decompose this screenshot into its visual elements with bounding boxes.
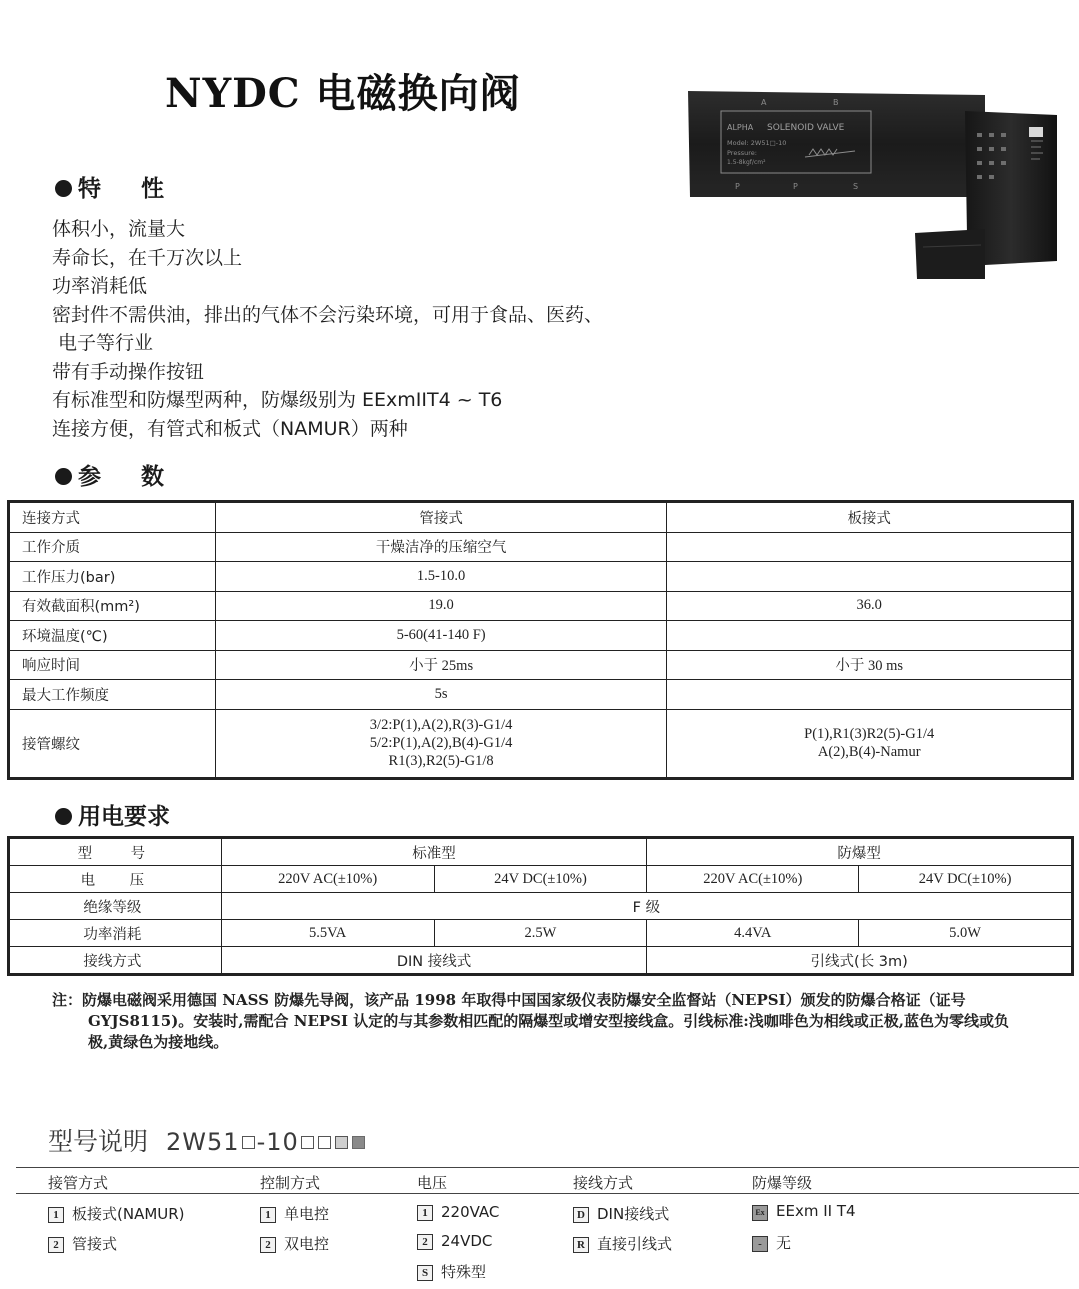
feature-item: 体积小，流量大	[52, 218, 186, 240]
param-label: 接管螺纹	[10, 709, 216, 777]
bullet-dot-icon	[55, 180, 72, 197]
label-pressure-value: 1.5-8kgf/cm²	[727, 159, 766, 166]
consumption-value: 5.0W	[859, 920, 1072, 947]
code-slot-box	[318, 1136, 331, 1149]
param-label: 环境温度(℃)	[10, 621, 216, 651]
port-b-label: B	[833, 98, 839, 107]
voltage-value: 24V DC(±10%)	[434, 866, 647, 893]
model-option: 1 220VAC	[417, 1203, 499, 1221]
key-box: 2	[260, 1237, 276, 1253]
wiring-value: DIN 接线式	[221, 947, 647, 974]
voltage-value: 220V AC(±10%)	[647, 866, 859, 893]
param-pipe-value: 1.5-10.0	[215, 562, 667, 592]
power-heading: 用电要求	[55, 798, 170, 831]
code-slot-box	[335, 1136, 348, 1149]
key-box: 2	[48, 1237, 64, 1253]
key-box: D	[573, 1207, 589, 1223]
key-box: Ex	[752, 1205, 768, 1221]
table-row	[10, 562, 1072, 592]
power-label: 接线方式	[10, 947, 222, 974]
feature-item: 密封件不需供油，排出的气体不会污染环境，可用于食品、医药、	[52, 303, 604, 326]
consumption-value: 2.5W	[434, 920, 647, 947]
port-p-label: P	[735, 182, 740, 191]
thread-pipe-value	[215, 709, 667, 777]
table-row	[10, 591, 1072, 621]
insulation-value: F 级	[221, 893, 1071, 920]
product-image	[685, 85, 1075, 280]
thread-line: P(1),R1(3)R2(5)-G1/4	[804, 726, 935, 742]
thread-line: R1(3),R2(5)-G1/8	[388, 753, 494, 769]
table-row	[10, 947, 1072, 974]
code-slot-box	[242, 1136, 255, 1149]
param-plate-value	[667, 562, 1072, 592]
param-plate-value: 板接式	[667, 503, 1072, 533]
col-explosion-heading: 防爆等级	[752, 1174, 813, 1192]
key-box: 1	[48, 1207, 64, 1223]
feature-item: 功率消耗低	[52, 275, 148, 297]
table-row	[10, 503, 1072, 533]
param-plate-value: 小于 30 ms	[667, 650, 1072, 680]
key-box: S	[417, 1265, 433, 1281]
col-control-heading: 控制方式	[260, 1174, 321, 1192]
param-pipe-value: 小于 25ms	[215, 650, 667, 680]
key-box: 1	[417, 1205, 433, 1221]
note-line: GYJS8115)。安装时,需配合 NEPSI 认定的与其参数相匹配的隔爆型或增安型接线盒。引线标准:浅咖啡色为相线或正极,蓝色为零线或负	[88, 1012, 1009, 1030]
model-heading	[48, 1122, 367, 1158]
model-option: 1 单电控	[260, 1203, 329, 1224]
explosion-type-header: 防爆型	[647, 839, 1072, 866]
thread-line: 3/2:P(1),A(2),R(3)-G1/4	[369, 717, 513, 733]
features-list	[52, 215, 603, 443]
note-line: 极,黄绿色为接地线。	[88, 1033, 229, 1051]
note-paragraph	[52, 990, 1074, 1053]
param-plate-value	[667, 621, 1072, 651]
table-row	[10, 893, 1072, 920]
voltage-value: 220V AC(±10%)	[221, 866, 434, 893]
label-name: SOLENOID VALVE	[767, 123, 845, 133]
param-pipe-value: 5s	[215, 680, 667, 710]
key-box: -	[752, 1236, 768, 1252]
model-option: S 特殊型	[417, 1261, 486, 1282]
feature-item: 电子等行业	[52, 332, 154, 354]
table-row	[10, 680, 1072, 710]
param-pipe-value: 19.0	[215, 591, 667, 621]
wiring-value: 引线式(长 3m)	[647, 947, 1072, 974]
table-row	[10, 920, 1072, 947]
param-pipe-value: 干燥洁净的压缩空气	[215, 532, 667, 562]
params-table	[9, 502, 1072, 778]
param-plate-value	[667, 532, 1072, 562]
port-s-label: S	[853, 182, 859, 191]
feature-item: 有标准型和防爆型两种，防爆级别为 EExmIIT4 ~ T6	[52, 389, 503, 411]
table-row	[10, 621, 1072, 651]
divider	[16, 1167, 1079, 1168]
col-connection-heading: 接管方式	[48, 1174, 109, 1192]
thread-line: 5/2:P(1),A(2),B(4)-G1/4	[369, 735, 513, 751]
divider	[16, 1193, 1079, 1194]
label-brand: ALPHA	[727, 123, 754, 132]
table-row	[10, 532, 1072, 562]
power-label: 功率消耗	[10, 920, 222, 947]
code-slot-box	[352, 1136, 365, 1149]
param-label: 连接方式	[10, 503, 216, 533]
features-heading: 特性	[55, 170, 204, 203]
params-heading: 参数	[55, 458, 204, 491]
model-option: 2 管接式	[48, 1233, 117, 1254]
table-row	[10, 709, 1072, 777]
key-box: 1	[260, 1207, 276, 1223]
col-voltage-heading: 电压	[417, 1174, 448, 1192]
power-table	[9, 838, 1072, 974]
consumption-value: 5.5VA	[221, 920, 434, 947]
param-label: 工作压力(bar)	[10, 562, 216, 592]
param-label: 有效截面积(mm²)	[10, 591, 216, 621]
standard-type-header: 标准型	[221, 839, 647, 866]
table-row	[10, 866, 1072, 893]
power-label: 绝缘等级	[10, 893, 222, 920]
model-heading-text: 型号说明	[48, 1127, 149, 1156]
port-a-label: A	[761, 98, 767, 107]
bullet-dot-icon	[55, 808, 72, 825]
model-option: 2 24VDC	[417, 1232, 492, 1250]
param-pipe-value: 5-60(41-140 F)	[215, 621, 667, 651]
param-plate-value: 36.0	[667, 591, 1072, 621]
model-code: 2W51 -10	[166, 1128, 367, 1156]
col-wiring-heading: 接线方式	[573, 1174, 634, 1192]
thread-line: A(2),B(4)-Namur	[817, 744, 921, 760]
param-plate-value	[667, 680, 1072, 710]
model-option: R 直接引线式	[573, 1233, 672, 1254]
label-pressure: Pressure:	[727, 149, 757, 157]
power-label: 电 压	[10, 866, 222, 893]
consumption-value: 4.4VA	[647, 920, 859, 947]
page-title: NYDC 电磁换向阀	[165, 70, 521, 117]
port-p2-label: P	[793, 182, 798, 191]
model-option: 1 板接式(NAMUR)	[48, 1203, 185, 1224]
model-option: D DIN接线式	[573, 1203, 669, 1224]
table-row	[10, 839, 1072, 866]
code-slot-box	[301, 1136, 314, 1149]
model-option: - 无	[752, 1232, 791, 1253]
voltage-value: 24V DC(±10%)	[859, 866, 1072, 893]
key-box: 2	[417, 1234, 433, 1250]
model-option: 2 双电控	[260, 1233, 329, 1254]
key-box: R	[573, 1237, 589, 1253]
bullet-dot-icon	[55, 468, 72, 485]
feature-item: 带有手动操作按钮	[52, 360, 205, 383]
feature-item: 寿命长，在千万次以上	[52, 246, 243, 269]
power-label: 型 号	[10, 839, 222, 866]
param-label: 工作介质	[10, 532, 216, 562]
param-label: 响应时间	[10, 650, 216, 680]
model-option: Ex EExm II T4	[752, 1202, 856, 1221]
param-label: 最大工作频度	[10, 680, 216, 710]
table-row	[10, 650, 1072, 680]
note-line: 注：防爆电磁阀采用德国 NASS 防爆先导阀，该产品 1998 年取得中国国家级仪表防爆安全监督站（NEPSI）颁发的防爆合格证（证号	[52, 991, 966, 1009]
thread-plate-value	[667, 709, 1072, 777]
param-pipe-value: 管接式	[215, 503, 667, 533]
feature-item: 连接方便，有管式和板式（NAMUR）两种	[52, 417, 408, 440]
label-model: Model: 2W51□-10	[727, 139, 787, 147]
